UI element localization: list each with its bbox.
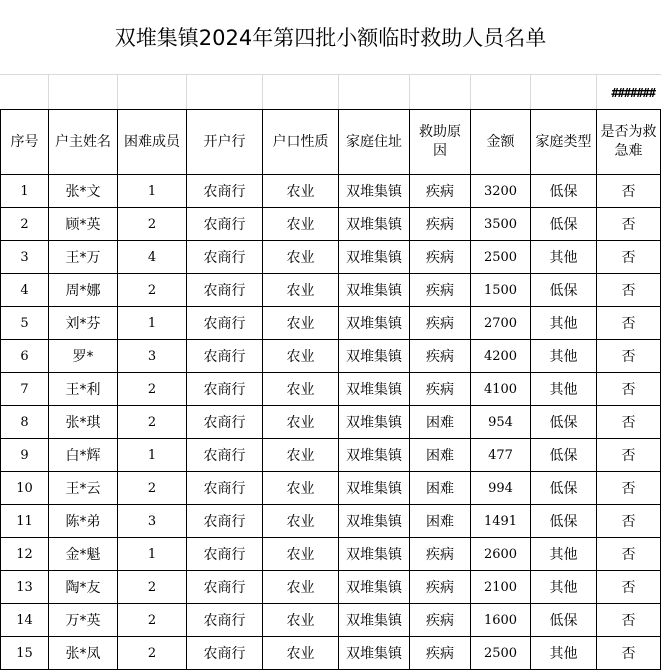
cell-emergency: 否 <box>597 340 661 373</box>
cell-bank: 农商行 <box>187 472 263 505</box>
cell-emergency: 否 <box>597 208 661 241</box>
cell-amount: 2100 <box>471 571 531 604</box>
cell-no: 15 <box>1 637 49 670</box>
column-header-no: 序号 <box>1 110 49 175</box>
cell-amount: 994 <box>471 472 531 505</box>
cell-reason: 疾病 <box>410 274 471 307</box>
cell-type: 低保 <box>531 274 597 307</box>
sheet-gridline <box>117 74 118 109</box>
cell-no: 3 <box>1 241 49 274</box>
cell-no: 14 <box>1 604 49 637</box>
cell-address: 双堆集镇 <box>339 208 410 241</box>
table-row <box>1 208 661 241</box>
cell-emergency: 否 <box>597 505 661 538</box>
cell-hukou: 农业 <box>263 406 339 439</box>
cell-hukou: 农业 <box>263 373 339 406</box>
cell-amount: 4100 <box>471 373 531 406</box>
cell-reason: 疾病 <box>410 175 471 208</box>
cell-reason: 困难 <box>410 505 471 538</box>
cell-hukou: 农业 <box>263 274 339 307</box>
cell-hukou: 农业 <box>263 571 339 604</box>
cell-bank: 农商行 <box>187 406 263 439</box>
page-title: 双堆集镇2024年第四批小额临时救助人员名单 <box>114 26 547 50</box>
cell-members: 1 <box>118 538 187 571</box>
cell-emergency: 否 <box>597 307 661 340</box>
cell-type: 低保 <box>531 472 597 505</box>
cell-bank: 农商行 <box>187 439 263 472</box>
table-row <box>1 307 661 340</box>
cell-name: 张*琪 <box>49 406 118 439</box>
cell-no: 11 <box>1 505 49 538</box>
cell-type: 其他 <box>531 340 597 373</box>
cell-emergency: 否 <box>597 175 661 208</box>
table-row <box>1 604 661 637</box>
cell-type: 其他 <box>531 637 597 670</box>
table-row <box>1 340 661 373</box>
table-row <box>1 571 661 604</box>
table-row <box>1 505 661 538</box>
cell-no: 8 <box>1 406 49 439</box>
cell-no: 7 <box>1 373 49 406</box>
cell-no: 12 <box>1 538 49 571</box>
cell-address: 双堆集镇 <box>339 340 410 373</box>
cell-emergency: 否 <box>597 571 661 604</box>
cell-bank: 农商行 <box>187 307 263 340</box>
cell-amount: 3200 <box>471 175 531 208</box>
cell-hukou: 农业 <box>263 208 339 241</box>
sheet-gridline <box>596 74 597 109</box>
cell-reason: 疾病 <box>410 637 471 670</box>
cell-bank: 农商行 <box>187 175 263 208</box>
cell-members: 2 <box>118 406 187 439</box>
cell-members: 2 <box>118 373 187 406</box>
cell-address: 双堆集镇 <box>339 241 410 274</box>
sheet-gridline <box>409 74 410 109</box>
cell-reason: 疾病 <box>410 307 471 340</box>
table-row <box>1 274 661 307</box>
cell-reason: 困难 <box>410 439 471 472</box>
cell-emergency: 否 <box>597 274 661 307</box>
overflow-marker: ####### <box>611 86 655 100</box>
cell-emergency: 否 <box>597 406 661 439</box>
cell-address: 双堆集镇 <box>339 571 410 604</box>
cell-hukou: 农业 <box>263 340 339 373</box>
sheet-gridline <box>186 74 187 109</box>
cell-hukou: 农业 <box>263 439 339 472</box>
cell-reason: 困难 <box>410 406 471 439</box>
cell-no: 4 <box>1 274 49 307</box>
cell-amount: 1491 <box>471 505 531 538</box>
table-row <box>1 439 661 472</box>
table-row <box>1 472 661 505</box>
cell-name: 张*凤 <box>49 637 118 670</box>
table-header-row <box>1 110 661 175</box>
cell-reason: 疾病 <box>410 208 471 241</box>
cell-address: 双堆集镇 <box>339 274 410 307</box>
sheet-gridline <box>530 74 531 109</box>
cell-hukou: 农业 <box>263 307 339 340</box>
table-row <box>1 406 661 439</box>
cell-name: 万*英 <box>49 604 118 637</box>
cell-amount: 954 <box>471 406 531 439</box>
cell-members: 1 <box>118 175 187 208</box>
column-header-members: 困难成员 <box>118 110 187 175</box>
cell-reason: 疾病 <box>410 373 471 406</box>
cell-reason: 疾病 <box>410 571 471 604</box>
cell-type: 低保 <box>531 406 597 439</box>
cell-no: 6 <box>1 340 49 373</box>
cell-emergency: 否 <box>597 373 661 406</box>
cell-bank: 农商行 <box>187 505 263 538</box>
cell-members: 3 <box>118 340 187 373</box>
cell-hukou: 农业 <box>263 637 339 670</box>
cell-type: 低保 <box>531 439 597 472</box>
cell-amount: 1600 <box>471 604 531 637</box>
cell-hukou: 农业 <box>263 538 339 571</box>
cell-bank: 农商行 <box>187 538 263 571</box>
cell-members: 2 <box>118 571 187 604</box>
cell-no: 10 <box>1 472 49 505</box>
column-header-bank: 开户行 <box>187 110 263 175</box>
column-header-name: 户主姓名 <box>49 110 118 175</box>
cell-members: 4 <box>118 241 187 274</box>
cell-hukou: 农业 <box>263 472 339 505</box>
sheet-gridline <box>338 74 339 109</box>
cell-name: 张*文 <box>49 175 118 208</box>
cell-members: 2 <box>118 208 187 241</box>
cell-address: 双堆集镇 <box>339 406 410 439</box>
cell-name: 王*云 <box>49 472 118 505</box>
cell-bank: 农商行 <box>187 340 263 373</box>
cell-address: 双堆集镇 <box>339 307 410 340</box>
cell-emergency: 否 <box>597 472 661 505</box>
cell-members: 2 <box>118 274 187 307</box>
cell-hukou: 农业 <box>263 241 339 274</box>
table-row <box>1 373 661 406</box>
column-header-type: 家庭类型 <box>531 110 597 175</box>
cell-reason: 疾病 <box>410 340 471 373</box>
cell-name: 白*辉 <box>49 439 118 472</box>
cell-type: 其他 <box>531 307 597 340</box>
cell-bank: 农商行 <box>187 571 263 604</box>
cell-members: 2 <box>118 472 187 505</box>
cell-bank: 农商行 <box>187 637 263 670</box>
cell-name: 陶*友 <box>49 571 118 604</box>
cell-emergency: 否 <box>597 604 661 637</box>
table-row <box>1 637 661 670</box>
cell-bank: 农商行 <box>187 373 263 406</box>
cell-emergency: 否 <box>597 439 661 472</box>
cell-amount: 477 <box>471 439 531 472</box>
cell-members: 1 <box>118 439 187 472</box>
cell-address: 双堆集镇 <box>339 373 410 406</box>
cell-reason: 疾病 <box>410 538 471 571</box>
cell-address: 双堆集镇 <box>339 505 410 538</box>
cell-members: 3 <box>118 505 187 538</box>
cell-name: 金*魁 <box>49 538 118 571</box>
column-header-amount: 金额 <box>471 110 531 175</box>
cell-type: 其他 <box>531 241 597 274</box>
cell-no: 9 <box>1 439 49 472</box>
sheet-gridline <box>48 74 49 109</box>
cell-bank: 农商行 <box>187 604 263 637</box>
cell-reason: 疾病 <box>410 604 471 637</box>
cell-no: 5 <box>1 307 49 340</box>
column-header-emergency: 是否为救急难 <box>597 110 661 175</box>
cell-reason: 疾病 <box>410 241 471 274</box>
cell-emergency: 否 <box>597 637 661 670</box>
cell-no: 1 <box>1 175 49 208</box>
sheet-gridline <box>0 74 661 75</box>
column-header-address: 家庭住址 <box>339 110 410 175</box>
cell-bank: 农商行 <box>187 241 263 274</box>
cell-address: 双堆集镇 <box>339 538 410 571</box>
sheet-gridline <box>262 74 263 109</box>
relief-table <box>0 109 661 670</box>
cell-address: 双堆集镇 <box>339 472 410 505</box>
cell-hukou: 农业 <box>263 505 339 538</box>
table-row <box>1 175 661 208</box>
cell-type: 其他 <box>531 571 597 604</box>
cell-name: 罗* <box>49 340 118 373</box>
cell-amount: 2500 <box>471 637 531 670</box>
column-header-reason: 救助原因 <box>410 110 471 175</box>
cell-emergency: 否 <box>597 538 661 571</box>
cell-amount: 2700 <box>471 307 531 340</box>
cell-name: 周*娜 <box>49 274 118 307</box>
cell-type: 其他 <box>531 538 597 571</box>
cell-name: 王*万 <box>49 241 118 274</box>
cell-members: 2 <box>118 604 187 637</box>
cell-bank: 农商行 <box>187 274 263 307</box>
cell-amount: 3500 <box>471 208 531 241</box>
cell-hukou: 农业 <box>263 604 339 637</box>
cell-no: 13 <box>1 571 49 604</box>
cell-name: 刘*芬 <box>49 307 118 340</box>
cell-members: 1 <box>118 307 187 340</box>
cell-address: 双堆集镇 <box>339 175 410 208</box>
cell-amount: 1500 <box>471 274 531 307</box>
cell-type: 其他 <box>531 373 597 406</box>
cell-no: 2 <box>1 208 49 241</box>
cell-address: 双堆集镇 <box>339 439 410 472</box>
cell-reason: 困难 <box>410 472 471 505</box>
cell-type: 低保 <box>531 604 597 637</box>
cell-name: 顾*英 <box>49 208 118 241</box>
cell-bank: 农商行 <box>187 208 263 241</box>
cell-amount: 4200 <box>471 340 531 373</box>
cell-address: 双堆集镇 <box>339 637 410 670</box>
sheet-gridline <box>470 74 471 109</box>
cell-hukou: 农业 <box>263 175 339 208</box>
cell-name: 陈*弟 <box>49 505 118 538</box>
cell-type: 低保 <box>531 175 597 208</box>
cell-address: 双堆集镇 <box>339 604 410 637</box>
cell-amount: 2600 <box>471 538 531 571</box>
column-header-hukou: 户口性质 <box>263 110 339 175</box>
table-row <box>1 538 661 571</box>
cell-type: 低保 <box>531 505 597 538</box>
cell-members: 2 <box>118 637 187 670</box>
cell-type: 低保 <box>531 208 597 241</box>
cell-emergency: 否 <box>597 241 661 274</box>
cell-name: 王*利 <box>49 373 118 406</box>
cell-amount: 2500 <box>471 241 531 274</box>
table-row <box>1 241 661 274</box>
